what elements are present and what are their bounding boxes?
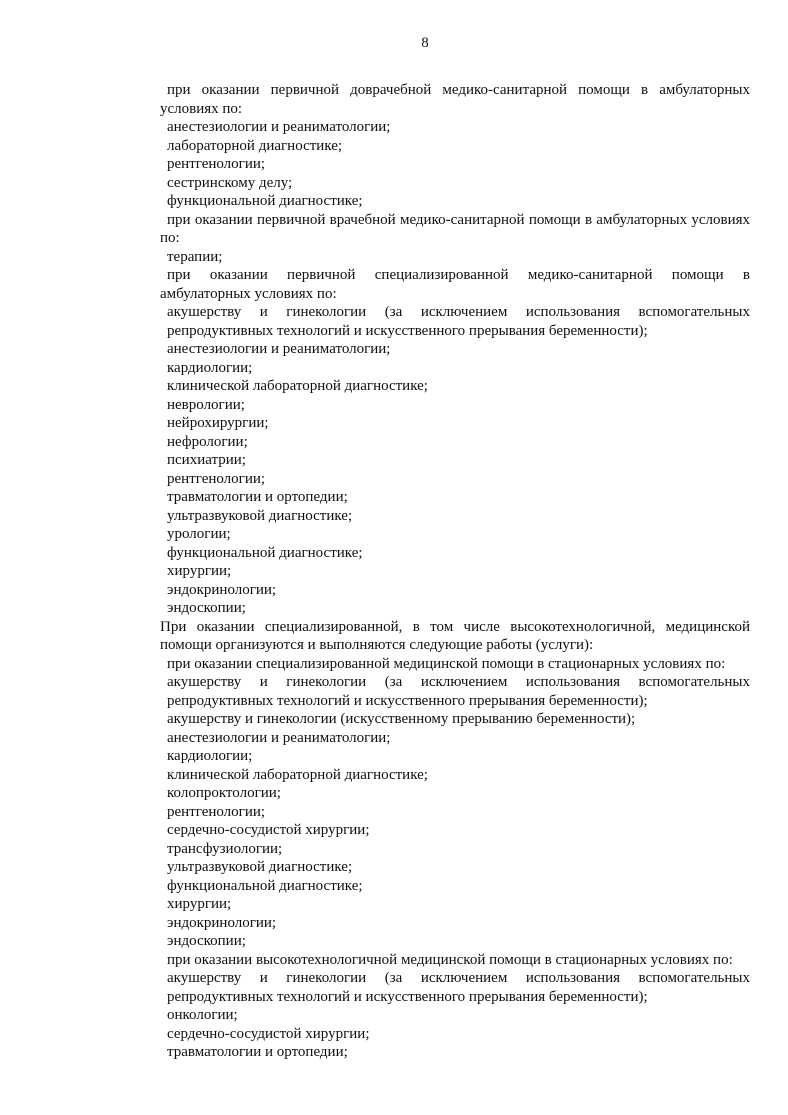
paragraph-item: сердечно-сосудистой хирургии; [167,822,370,838]
paragraph-item: клинической лабораторной диагностике; [167,378,428,394]
paragraph-clause: при оказании высокотехнологичной медицинской помощи в стационарных условиях по: [167,951,733,968]
document-body [0,53,788,1062]
paragraph-item: психиатрии; [167,452,246,468]
paragraph-item: кардиологии; [167,359,253,376]
paragraph-item: анестезиологии и реаниматологии; [167,341,391,357]
paragraph-item: трансфузиологии; [167,840,283,857]
paragraph-item: функциональной диагностике; [167,877,363,894]
paragraph-item: хирургии; [167,563,232,579]
paragraph-section: При оказании специализированной, в том числе высокотехнологичной, медицинской помощи организуются и выполняются следующие работы (услуги): [160,618,750,653]
paragraph-item: неврологии; [167,396,245,413]
paragraph-item: урологии; [167,526,231,542]
paragraph-item: нейрохирургии; [167,415,269,431]
paragraph-item: клинической лабораторной диагностике; [167,766,428,783]
paragraph-item: анестезиологии и реаниматологии; [167,729,391,746]
paragraph-item: колопроктологии; [167,785,281,801]
paragraph-item: акушерству и гинекологии (за исключением использования вспомогательных репродуктивных технологий и искусственного прерывания беременности); [167,304,750,339]
paragraph-item: хирургии; [167,896,232,912]
paragraph-item: эндоскопии; [167,933,246,949]
paragraph-item: ультразвуковой диагностике; [167,507,353,524]
paragraph-item: рентгенологии; [167,470,266,487]
paragraph-item: травматологии и ортопедии; [167,1044,348,1060]
paragraph-item: травматологии и ортопедии; [167,489,348,505]
paragraph-item: рентгенологии; [167,803,266,820]
paragraph-item: сестринскому делу; [167,174,293,191]
paragraph-item: лабораторной диагностике; [167,137,343,154]
paragraph-item: кардиологии; [167,748,253,764]
paragraph-item: функциональной диагностике; [167,544,363,561]
paragraph-item: анестезиологии и реаниматологии; [167,119,391,135]
paragraph-item: терапии; [167,248,223,265]
paragraph-item: акушерству и гинекологии (за исключением использования вспомогательных репродуктивных технологий и искусственного прерывания беременности); [167,970,750,1005]
paragraph-clause: при оказании первичной доврачебной медико-санитарной помощи в амбулаторных условиях по: [160,82,750,117]
paragraph-item: акушерству и гинекологии (искусственному прерыванию беременности); [167,711,636,727]
paragraph-item: эндоскопии; [167,600,246,616]
paragraph-item: эндокринологии; [167,914,277,931]
paragraph-item: ультразвуковой диагностике; [167,859,353,875]
page-number: 8 [421,35,429,51]
paragraph-item: функциональной диагностике; [167,193,363,209]
paragraph-item: сердечно-сосудистой хирургии; [167,1025,370,1042]
paragraph-item: рентгенологии; [167,156,266,172]
paragraph-item: нефрологии; [167,433,248,450]
paragraph-clause: при оказании специализированной медицинской помощи в стационарных условиях по: [167,655,726,672]
paragraph-clause: при оказании первичной врачебной медико-санитарной помощи в амбулаторных условиях по: [160,211,750,246]
paragraph-item: онкологии; [167,1007,238,1023]
paragraph-item: акушерству и гинекологии (за исключением использования вспомогательных репродуктивных технологий и искусственного прерывания беременности); [167,674,750,709]
paragraph-item: эндокринологии; [167,581,277,598]
paragraph-clause: при оказании первичной специализированной медико-санитарной помощи в амбулаторных условиях по: [160,267,750,302]
